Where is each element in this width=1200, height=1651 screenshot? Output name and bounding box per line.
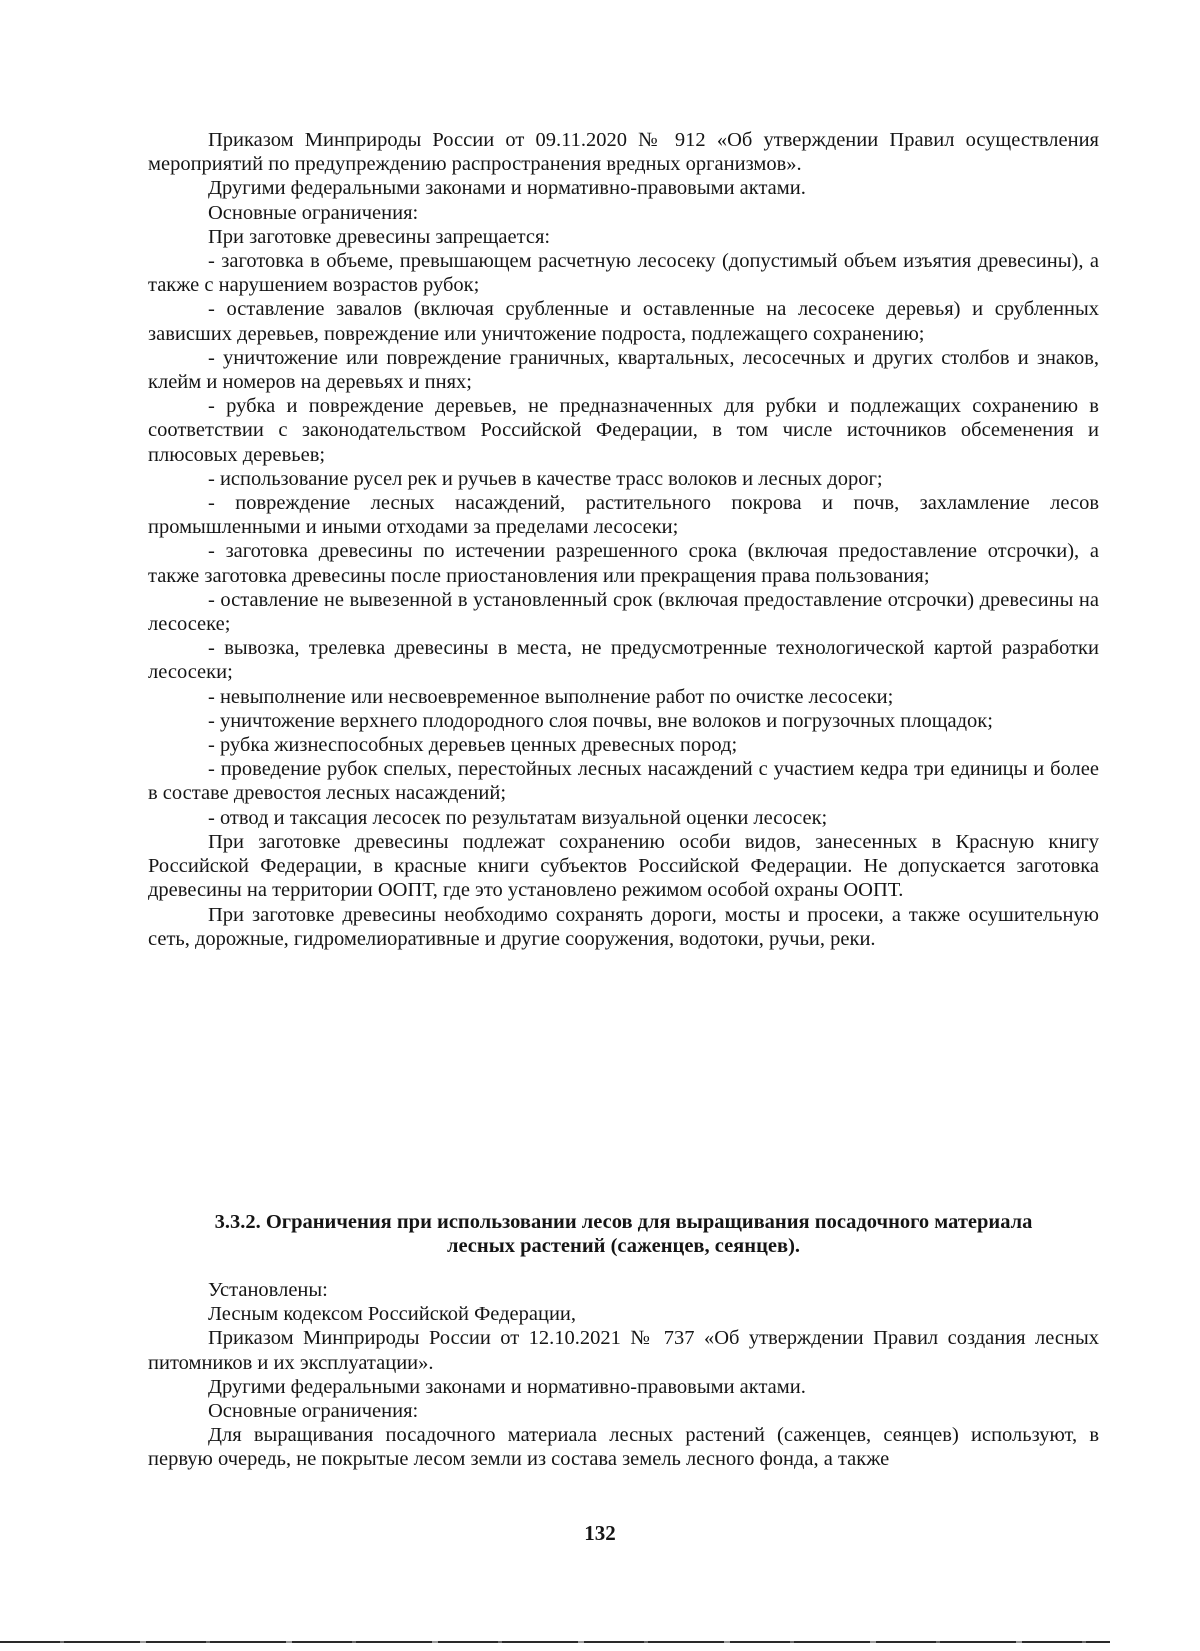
list-item: - вывозка, трелевка древесины в места, не предусмотренные технологической картой разработки лесосеки; bbox=[148, 637, 1099, 684]
paragraph: Основные ограничения: bbox=[208, 201, 419, 224]
paragraph: Приказом Минприроды России от 12.10.2021 № 737 «Об утверждении Правил создания лесных питомников и их эксплуатации». bbox=[148, 1327, 1099, 1374]
list-item: - использование русел рек и ручьев в качестве трасс волоков и лесных дорог; bbox=[208, 467, 883, 490]
paragraph: Другими федеральными законами и нормативно-правовыми актами. bbox=[208, 177, 806, 200]
list-item: - повреждение лесных насаждений, растительного покрова и почв, захламление лесов промышленными и иными отходами за пределами лесосеки; bbox=[148, 492, 1099, 539]
scan-edge-line bbox=[0, 1641, 1110, 1643]
list-item: - рубка жизнеспособных деревьев ценных древесных пород; bbox=[208, 734, 738, 757]
paragraph: Для выращивания посадочного материала лесных растений (саженцев, сеянцев) используют, в первую очередь, не покрытые лесом земли из состава земель лесного фонда, а также bbox=[148, 1424, 1099, 1471]
body-text-top bbox=[148, 128, 1099, 951]
list-item: - заготовка древесины по истечении разрешенного срока (включая предоставление отсрочки), а также заготовка древесины после приостановления или прекращения права пользования; bbox=[148, 540, 1099, 587]
list-item: - невыполнение или несвоевременное выполнение работ по очистке лесосеки; bbox=[208, 685, 894, 708]
section-heading bbox=[148, 1210, 1099, 1258]
paragraph: При заготовке древесины запрещается: bbox=[208, 225, 551, 248]
paragraph: При заготовке древесины необходимо сохранять дороги, мосты и просеки, а также осушительную сеть, дорожные, гидромелиоративные и другие сооружения, водотоки, ручьи, реки. bbox=[148, 903, 1099, 950]
list-item: - уничтожение верхнего плодородного слоя почвы, вне волоков и погрузочных площадок; bbox=[208, 709, 993, 732]
section-heading-line-1: 3.3.2. Ограничения при использовании лесов для выращивания посадочного материала bbox=[214, 1211, 1033, 1233]
list-item: - рубка и повреждение деревьев, не предназначенных для рубки и подлежащих сохранению в соответствии с законодательством Российской Федерации, в том числе источников обсеменения и плюсовых деревьев; bbox=[148, 395, 1099, 466]
list-item: - проведение рубок спелых, перестойных лесных насаждений с участием кедра три единицы и более в составе древостоя лесных насаждений; bbox=[148, 758, 1099, 805]
paragraph: Приказом Минприроды России от 09.11.2020 № 912 «Об утверждении Правил осуществления мероприятий по предупреждению распространения вредных организмов». bbox=[148, 129, 1099, 176]
list-item: - отвод и таксация лесосек по результатам визуальной оценки лесосек; bbox=[208, 806, 828, 829]
paragraph: Установлены: bbox=[208, 1279, 328, 1301]
body-text-bottom bbox=[148, 1278, 1099, 1472]
list-item: - оставление не вывезенной в установленный срок (включая предоставление отсрочки) древесины на лесосеке; bbox=[148, 588, 1099, 636]
page-number: 132 bbox=[584, 1521, 616, 1545]
paragraph: Другими федеральными законами и нормативно-правовыми актами. bbox=[208, 1375, 806, 1398]
paragraph: При заготовке древесины подлежат сохранению особи видов, занесенных в Красную книгу Российской Федерации, в красные книги субъектов Российской Федерации. Не допускается заготовка древесины на территории ООПТ, где это установлено режимом особой охраны ООПТ. bbox=[148, 830, 1099, 902]
list-item: - оставление завалов (включая срубленные и оставленные на лесосеке деревья) и срубленных зависших деревьев, повреждение или уничтожение подроста, подлежащего сохранению; bbox=[148, 298, 1099, 345]
list-item: - заготовка в объеме, превышающем расчетную лесосеку (допустимый объем изъятия древесины), а также с нарушением возрастов рубок; bbox=[148, 250, 1099, 297]
list-item: - уничтожение или повреждение граничных, квартальных, лесосечных и других столбов и знаков, клейм и номеров на деревьях и пнях; bbox=[148, 346, 1099, 394]
paragraph: Основные ограничения: bbox=[208, 1400, 419, 1423]
paragraph: Лесным кодексом Российской Федерации, bbox=[208, 1303, 577, 1326]
section-heading-line-2: лесных растений (саженцев, сеянцев). bbox=[446, 1235, 801, 1258]
